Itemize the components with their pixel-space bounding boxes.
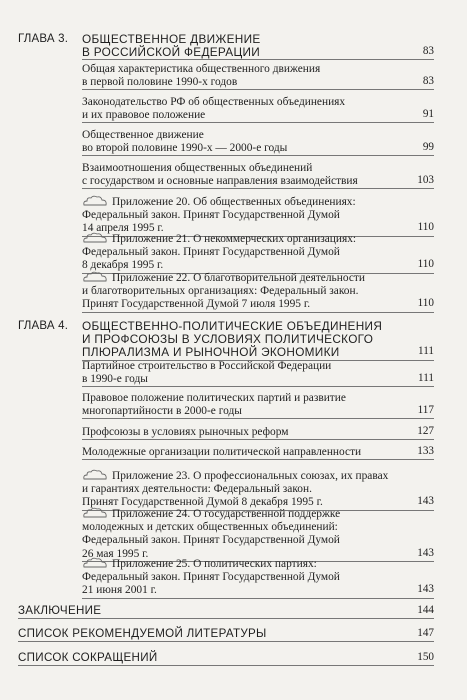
entry-line: и благотворительных организациях: Федеральный закон. [82, 285, 359, 298]
entry-line: Приложение 23. О профессиональных союзах, их правах [112, 470, 389, 482]
entry-line: Профсоюзы в условиях рыночных реформ [82, 426, 289, 438]
chapter-4-title-line-3: ПЛЮРАЛИЗМА И РЫНОЧНОЙ ЭКОНОМИКИ [82, 345, 340, 360]
toc-entry-conclusion[interactable] [18, 604, 434, 619]
toc-entry[interactable] [82, 392, 434, 419]
entry-line: Приложение 20. Об общественных объединениях: [112, 196, 356, 208]
entry-line: Приложение 21. О некоммерческих организациях: [112, 233, 357, 245]
chapter-4-title-line-1: ОБЩЕСТВЕННО-ПОЛИТИЧЕСКИЕ ОБЪЕДИНЕНИЯ [82, 319, 383, 333]
cloud-icon [82, 271, 108, 282]
toc-entry-appendix[interactable] [82, 195, 434, 237]
entry-line: и их правовое положение [82, 109, 206, 122]
cloud-icon [82, 507, 108, 518]
toc-entry-abbreviations[interactable] [18, 651, 434, 666]
entry-title: ЗАКЛЮЧЕНИЕ [18, 604, 102, 617]
entry-line: многопартийности в 2000-е годы [82, 405, 242, 418]
page-number: 111 [418, 345, 434, 358]
entry-line: 8 декабря 1995 г. [82, 259, 164, 272]
toc-entry-appendix[interactable] [82, 232, 434, 274]
chapter-3-title[interactable] [82, 33, 434, 60]
entry-line: в 1990-е годы [82, 373, 148, 386]
entry-line: Общественное движение [82, 129, 204, 141]
page-number: 143 [417, 495, 434, 508]
entry-line: Приложение 25. О политических партиях: [112, 558, 317, 570]
page-number: 91 [422, 108, 434, 121]
entry-line: Федеральный закон. Принят Государственной Думой [82, 246, 340, 259]
entry-line: Принят Государственной Думой 7 июля 1995 г. [82, 298, 311, 311]
page-number: 143 [417, 546, 434, 559]
entry-title: СПИСОК РЕКОМЕНДУЕМОЙ ЛИТЕРАТУРЫ [18, 627, 267, 640]
page-number: 111 [418, 372, 434, 385]
chapter-3-label: ГЛАВА 3. [18, 33, 69, 45]
entry-line: Федеральный закон. Принят Государственной Думой [82, 209, 340, 222]
page-number: 83 [422, 75, 434, 88]
page-number: 127 [417, 425, 434, 437]
entry-line: с государством и основные направления взаимодействия [82, 175, 358, 188]
page-number: 103 [417, 174, 434, 187]
page-number: 99 [422, 141, 434, 154]
toc-entry[interactable] [82, 129, 434, 156]
entry-line: Взаимоотношения общественных объединений [82, 162, 313, 174]
entry-line: 26 мая 1995 г. [82, 547, 149, 560]
page-number: 143 [417, 583, 434, 596]
chapter-3-title-line-1: ОБЩЕСТВЕННОЕ ДВИЖЕНИЕ [82, 32, 261, 46]
page-number: 147 [417, 627, 434, 639]
entry-line: Правовое положение политических партий и развитие [82, 392, 346, 404]
toc-entry[interactable] [82, 446, 434, 460]
entry-line: Приложение 22. О благотворительной деятельности [112, 272, 365, 284]
entry-line: Принят Государственной Думой 8 декабря 1995 г. [82, 496, 323, 509]
entry-line: во второй половине 1990-х — 2000-е годы [82, 142, 288, 155]
entry-line: в первой половине 1990-х годов [82, 76, 238, 89]
page-number: 117 [417, 404, 434, 417]
chapter-4-label: ГЛАВА 4. [18, 320, 69, 332]
chapter-4-title[interactable] [82, 320, 434, 361]
page-number: 83 [422, 45, 434, 58]
toc-entry[interactable] [82, 96, 434, 123]
entry-line: Федеральный закон. Принят Государственной Думой [82, 571, 340, 584]
entry-line: Общая характеристика общественного движения [82, 63, 321, 75]
toc-entry[interactable] [82, 162, 434, 189]
page-number: 133 [417, 445, 434, 457]
toc-entry-appendix[interactable] [82, 469, 434, 511]
entry-line: Молодежные организации политической направленности [82, 446, 362, 458]
entry-line: Федеральный закон. Принят Государственной Думой [82, 534, 340, 547]
cloud-icon [82, 557, 108, 568]
entry-line: 14 апреля 1995 г. [82, 222, 164, 235]
toc-entry-appendix[interactable] [82, 557, 434, 599]
toc-entry[interactable] [82, 63, 434, 90]
toc-entry[interactable] [82, 426, 434, 440]
cloud-icon [82, 469, 108, 480]
entry-line: молодежных и детских общественных объединений: [82, 521, 338, 534]
page-number: 144 [417, 604, 434, 616]
toc-entry-appendix[interactable] [82, 507, 434, 562]
cloud-icon [82, 232, 108, 243]
entry-line: 21 июня 2001 г. [82, 584, 157, 597]
toc-entry-appendix[interactable] [82, 271, 434, 313]
chapter-3-title-line-2: В РОССИЙСКОЙ ФЕДЕРАЦИИ [82, 45, 261, 60]
page-number: 110 [417, 258, 434, 271]
page-number: 150 [417, 651, 434, 663]
toc-entry[interactable] [82, 360, 434, 387]
entry-title: СПИСОК СОКРАЩЕНИЙ [18, 651, 158, 664]
entry-line: и гарантиях деятельности: Федеральный закон. [82, 483, 312, 496]
page-number: 110 [417, 221, 434, 234]
cloud-icon [82, 195, 108, 206]
entry-line: Законодательство РФ об общественных объединениях [82, 96, 346, 108]
chapter-4-title-line-2: И ПРОФСОЮЗЫ В УСЛОВИЯХ ПОЛИТИЧЕСКОГО [82, 332, 374, 347]
page-number: 110 [417, 297, 434, 310]
entry-line: Партийное строительство в Российской Федерации [82, 360, 332, 372]
toc-entry-literature[interactable] [18, 627, 434, 642]
entry-line: Приложение 24. О государственной поддержке [112, 508, 341, 520]
